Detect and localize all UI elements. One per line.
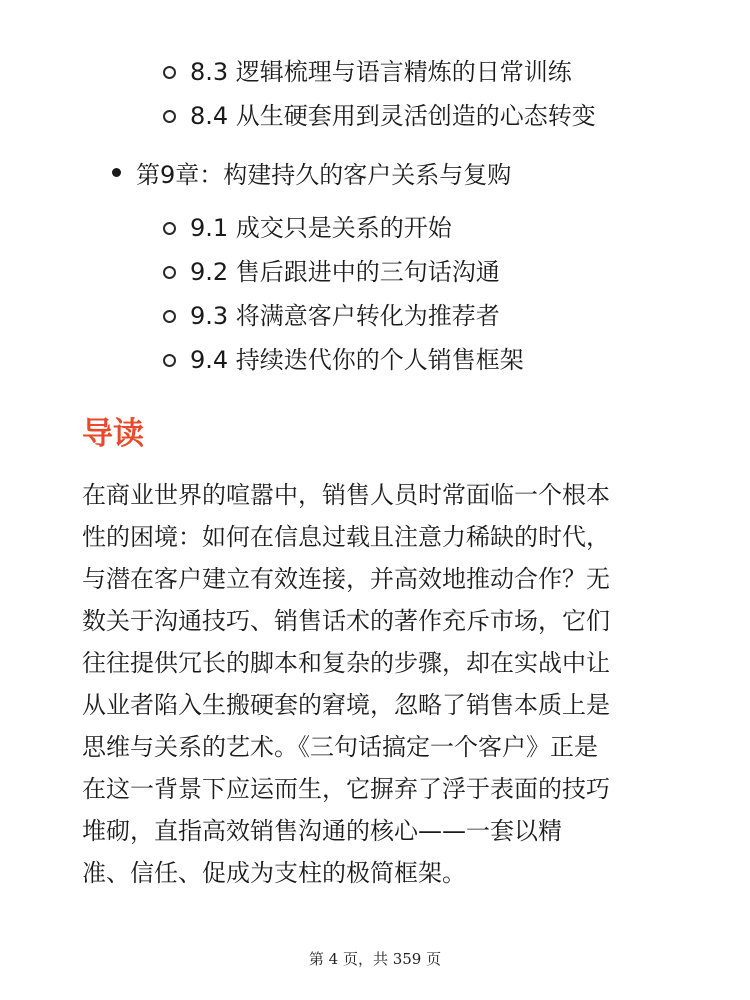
toc-item-8-3[interactable]: [163, 50, 596, 94]
toc-item-label: 9.2 售后跟进中的三句话沟通: [190, 258, 500, 286]
circle-bullet-icon: [163, 110, 176, 123]
paragraph-line: 往往提供冗长的脚本和复杂的步骤，却在实战中让: [82, 649, 610, 677]
intro-heading: 导读: [82, 416, 144, 452]
toc-item-label: 9.1 成交只是关系的开始: [190, 214, 452, 242]
circle-bullet-icon: [163, 66, 176, 79]
paragraph-line: 在这一背景下应运而生，它摒弃了浮于表面的技巧: [82, 775, 610, 803]
paragraph-line: 数关于沟通技巧、销售话术的著作充斥市场，它们: [82, 607, 610, 635]
circle-bullet-icon: [163, 354, 176, 367]
page-number-footer: 第 4 页，共 359 页: [308, 950, 442, 968]
paragraph-line: 在商业世界的喧嚣中，销售人员时常面临一个根本: [82, 481, 610, 509]
circle-bullet-icon: [163, 310, 176, 323]
paragraph-line: 与潜在客户建立有效连接，并高效地推动合作？无: [82, 565, 610, 593]
paragraph-line: 性的困境：如何在信息过载且注意力稀缺的时代，: [82, 523, 610, 551]
toc-item-label: 8.4 从生硬套用到灵活创造的心态转变: [190, 102, 596, 130]
toc-item-9-3[interactable]: [163, 294, 524, 338]
toc-item-label: 9.4 持续迭代你的个人销售框架: [190, 346, 524, 374]
toc-chapter-9[interactable]: [112, 150, 511, 194]
toc-item-label: 9.3 将满意客户转化为推荐者: [190, 302, 500, 330]
paragraph-line: 堆砌，直指高效销售沟通的核心——一套以精: [82, 817, 562, 845]
paragraph-line: 准、信任、促成为支柱的极简框架。: [82, 859, 466, 887]
chapter9-section-list: [163, 206, 524, 382]
toc-item-9-4[interactable]: [163, 338, 524, 382]
toc-item-8-4[interactable]: [163, 94, 596, 138]
toc-chapter-label: 第9章：构建持久的客户关系与复购: [136, 160, 512, 189]
disc-bullet-icon: [112, 168, 121, 177]
toc-item-label: 8.3 逻辑梳理与语言精炼的日常训练: [190, 58, 572, 86]
toc-item-9-1[interactable]: [163, 206, 524, 250]
chapter8-section-list: [163, 50, 596, 138]
circle-bullet-icon: [163, 222, 176, 235]
paragraph-line: 思维与关系的艺术。《三句话搞定一个客户》正是: [82, 733, 598, 761]
intro-paragraph: [82, 474, 672, 894]
toc-item-9-2[interactable]: [163, 250, 524, 294]
circle-bullet-icon: [163, 266, 176, 279]
paragraph-line: 从业者陷入生搬硬套的窘境，忽略了销售本质上是: [82, 691, 610, 719]
